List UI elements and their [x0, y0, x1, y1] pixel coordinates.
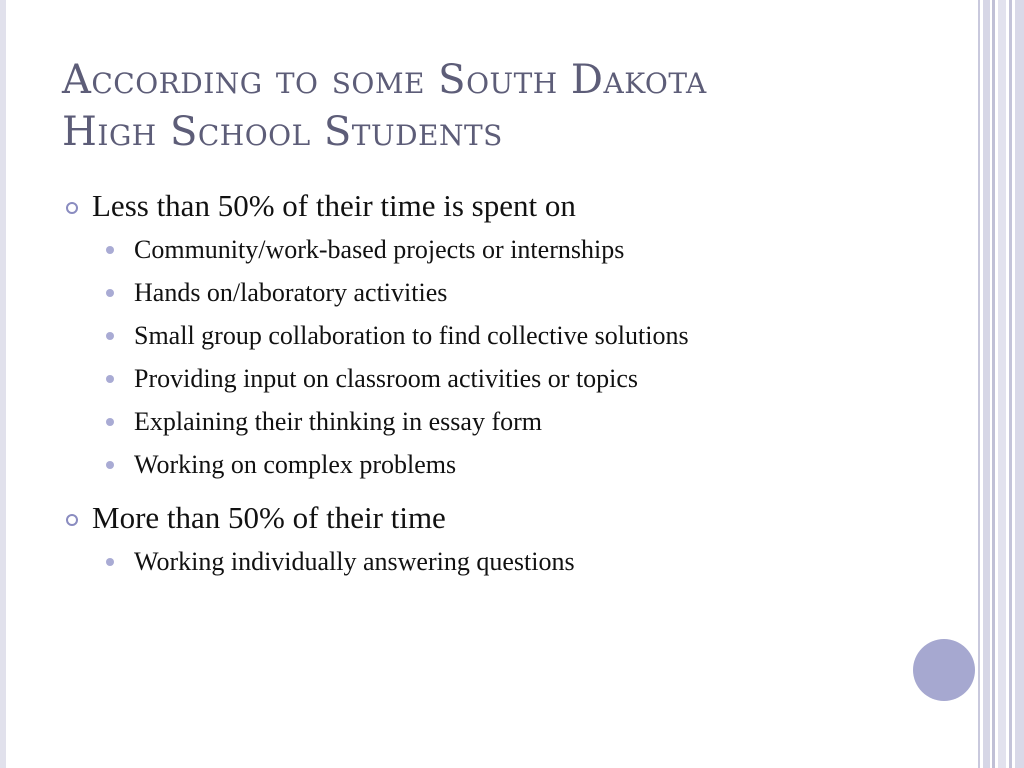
- right-stripe: [978, 0, 980, 768]
- corner-circle-decoration: [913, 639, 975, 701]
- sub-bullet-item: [62, 357, 942, 400]
- bullet-item: [62, 186, 942, 226]
- sub-bullet-item: [62, 228, 942, 271]
- dot-bullet-icon: [106, 558, 114, 566]
- sub-bullet-item: [62, 314, 942, 357]
- sub-bullet-text: Hands on/laboratory activities: [134, 278, 448, 307]
- dot-bullet-icon: [106, 246, 114, 254]
- sub-bullet-item: [62, 271, 942, 314]
- left-border-decoration: [0, 0, 6, 768]
- right-stripe: [983, 0, 990, 768]
- dot-bullet-icon: [106, 289, 114, 297]
- sub-bullet-text: Explaining their thinking in essay form: [134, 407, 542, 436]
- bullet-text: More than 50% of their time: [92, 500, 446, 535]
- right-stripe: [992, 0, 995, 768]
- ring-bullet-icon: [66, 202, 78, 214]
- bullet-item: [62, 498, 942, 538]
- dot-bullet-icon: [106, 461, 114, 469]
- sub-bullet-text: Working on complex problems: [134, 450, 457, 479]
- slide-title: [62, 54, 942, 158]
- sub-bullet-text: Providing input on classroom activities or topics: [134, 364, 639, 393]
- sub-bullet-text: Small group collaboration to find collective solutions: [134, 321, 689, 350]
- dot-bullet-icon: [106, 332, 114, 340]
- sub-bullet-item: [62, 443, 942, 486]
- dot-bullet-icon: [106, 418, 114, 426]
- bullet-text: Less than 50% of their time is spent on: [92, 188, 576, 223]
- sub-bullet-text: Community/work-based projects or internships: [134, 235, 625, 264]
- ring-bullet-icon: [66, 514, 78, 526]
- sub-bullet-text: Working individually answering questions: [134, 547, 575, 576]
- right-stripe: [998, 0, 1006, 768]
- sub-bullet-list: [62, 540, 942, 583]
- slide-title-line-2: High School Students: [62, 109, 503, 155]
- slide-body: [62, 186, 942, 583]
- sub-bullet-list: [62, 228, 942, 486]
- sub-bullet-item: [62, 400, 942, 443]
- slide-title-line-1: According to some South Dakota: [62, 57, 707, 103]
- dot-bullet-icon: [106, 375, 114, 383]
- sub-bullet-item: [62, 540, 942, 583]
- right-stripe: [1009, 0, 1012, 768]
- right-stripe: [1015, 0, 1024, 768]
